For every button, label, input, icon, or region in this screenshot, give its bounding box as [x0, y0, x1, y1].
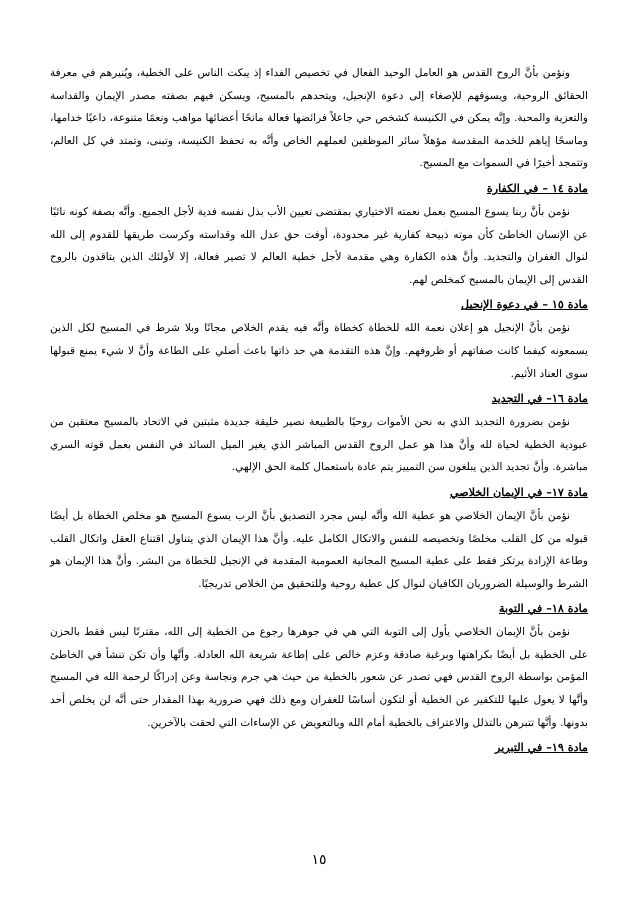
article-15-heading: مادة ١٥ – في دعوة الإنجيل	[461, 297, 588, 312]
article-17-heading: مادة ١٧– في الإيمان الخلاصي	[449, 484, 588, 499]
article-18-heading: مادة ١٨– في التوبة	[498, 601, 588, 616]
paragraph-holy-spirit-work: ونؤمن بأنَّ الروح القدس هو العامل الوحيد الفعال في تخصيص الفداء إذ يبكت الناس على الخطية، ويُنيرهم في معرفة الحقائق الروحية، ويسوقهم للإصغاء إلى دعوة الإنجيل، ويتحدهم بالمسيح، ويسكن فيهم بصفته مصدر الإيمان والقداسة والتعزية والمحبة. وإنَّه يمكن في الكنيسة كشخص حي جاعلاً فرائضها فعالة مانحًا أعضائها مواهب ونعمًا متنوعة، داعيًا خدامها، وماسحًا إياهم للخدمة المقدسة مؤهلاً سائر الموظفين لعملهم الخاص وأنَّه به تحفظ الكنيسة، وتبنى، وتمتد في كل العالم، وتتمجد أخيرًا في السموات مع المسيح.	[50, 67, 588, 170]
article-16-heading: مادة ١٦– في التجديد	[491, 391, 588, 406]
article-19-heading: مادة ١٩– في التبرير	[495, 740, 588, 755]
paragraph-repentance: نؤمن بأنَّ الإيمان الخلاصي يأول إلى التوبة التي هي في جوهرها رجوع من الخطية إلى الله، مقترنًا ليس فقط بالحزن على الخطية بل أيضًا بكراهتها وبرغبة صادقة وعزم خالص على إطاعة شريعة الله العادلة. وأنَّها وأن تكن تنشأ في الخاطئ المؤمن بواسطة الروح القدس فهي تصدر عن شعور بالخطية من حيث هي جرم ونجاسة وعن إدراكًا لرحمة الله في المسيح وأنَّها لا يعول عليها للتكفير عن الخطية أو لتكون أساسًا للغفران ومع ذلك فهي ضرورية بهذا المقدار حتى أنَّه لن يخلص أحد بدونها. وأنَّها تتبرهن بالتذلل والاعتراف بالخطية أمام الله وبالتعويض عن الإساءات التي لحقت بالآخرين.	[50, 626, 588, 729]
paragraph-saving-faith: نؤمن بأنَّ الإيمان الخلاصي هو عطية الله وأنَّه ليس مجرد التصديق بأنَّ الرب يسوع المسيح هو مخلص الخطاة بل أيضًا قبوله من كل القلب مخلصًا وتخصيصه للنفس والاتكال الكامل عليه. وأنَّ هذا الإيمان الذي يتناول اقتناع العقل واتكال القلب وطاعة الإرادة يرتكز فقط على عطية المسيح المجانية العمومية المقدمة في الإنجيل للخطاة من البشر. وأنَّ هذا الإيمان هو الشرط والوسيلة الضروريان الكافيان لنوال كل عطية روحية وللتحقيق من الخلاص تدريجيًا.	[50, 509, 588, 590]
page-number: ١٥	[311, 852, 327, 868]
paragraph-gospel-call: نؤمن بأنَّ الإنجيل هو إعلان نعمة الله للخطاة كخطاة وأنَّه فيه يقدم الخلاص مجانًا وبلا شرط في المسيح لكل الذين يسمعونه كيفما كانت صفاتهم أو ظروفهم. وإنَّ هذه التقدمة هي حد ذاتها باعث أصلي على الطاعة وأنَّ لا شيء يمنع قبولها سوى العناد الأثيم.	[50, 322, 588, 380]
document-page	[50, 62, 588, 760]
paragraph-regeneration: نؤمن بضرورة التجديد الذي به نحن الأموات روحيًا بالطبيعة نصير خليقة جديدة مثبتين في الاتحاد بالمسيح معتقين من عبودية الخطية لحياة لله وأنَّ هذا هو عمل الروح القدس المباشر الذي يغير الميل السائد في النفس بعمل قوته السري مباشرة. وأنَّ تجديد الذين يبلغون سن التمييز يتم عادة باستعمال كلمة الحق الإلهي.	[50, 416, 588, 474]
article-14-heading: مادة ١٤ – في الكفارة	[486, 180, 588, 195]
paragraph-atonement: نؤمن بأنَّ ربنا يسوع المسيح بعمل نعمته الاختياري بمقتضى تعيين الأب بذل نفسه فدية لأجل الجميع. وأنَّه بصفة كونه نائبًا عن الإنسان الخاطئ كأن موته ذبيحة كفارية غير محدودة، أوفت حق عدل الله وقداسته وكرست طريقها للقدوم إلى الله لنوال الغفران والتجديد. وأنَّ هذه الكفارة وهي مقدمة لأجل خطية العالم لا تصير فعالة، إلا لأولئك الذين يتاقدون بالروح القدس إلى الإيمان بالمسيح كمخلص لهم.	[50, 205, 588, 286]
